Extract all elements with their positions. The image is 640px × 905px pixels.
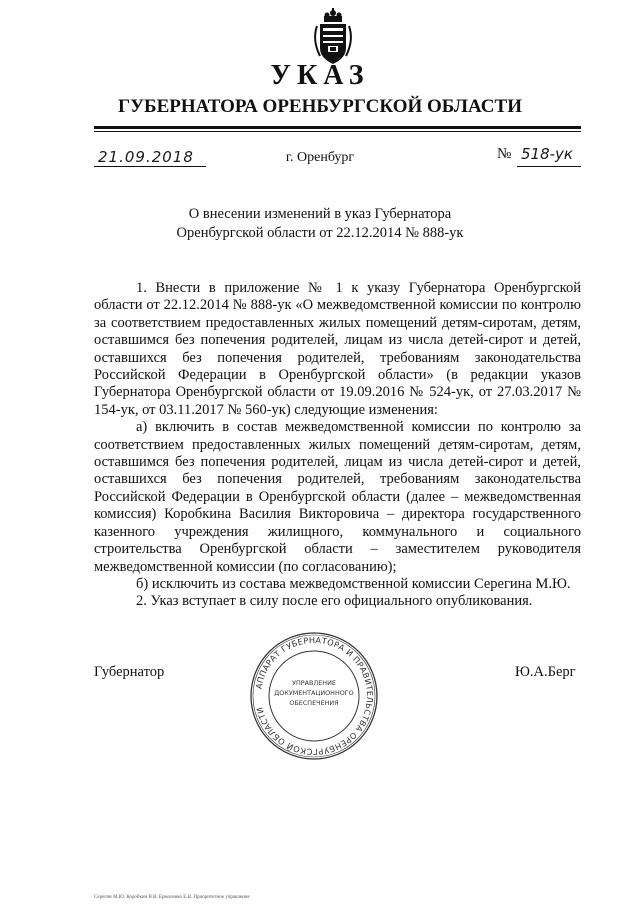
subject-line-2: Оренбургской области от 22.12.2014 № 888-ук <box>176 225 464 241</box>
paragraph-1: 1. Внести в приложение № 1 к указу Губернатора Оренбургской области от 22.12.2014 № 888-ук «О межведомственной комиссии по контролю за соответствием предоставленных жилых помещений детям-сиротам, детям, оставшимся без попечения родителей, лицам из числа детей-сирот и детей, оставшихся без попечения родителей, требованиям законодательства Российской Федерации в Оренбургской области» (в редакции указов Губернатора Оренбургской области от 19.09.2016 № 524-ук, от 27.03.2017 № 154-ук, от 03.11.2017 № 560-ук) следующие изменения: <box>94 280 581 418</box>
date-underline <box>94 166 206 167</box>
stamp-ring-text: АППАРАТ ГУБЕРНАТОРА И ПРАВИТЕЛЬСТВА ОРЕНБУРГСКОЙ ОБЛАСТИ <box>253 634 376 758</box>
footer-distribution: Серегин М.Ю. Коробкин В.В. Ермоленко Е.В. Приоритетное управление <box>94 895 250 900</box>
signer-name: Ю.А.Берг <box>515 664 576 680</box>
signer-title: Губернатор <box>94 664 165 680</box>
paragraph-1b: б) исключить из состава межведомственной комиссии Серегина М.Ю. <box>136 575 571 592</box>
document-type-title: УКАЗ <box>270 60 370 91</box>
document-date: 21.09.2018 <box>98 148 194 166</box>
header-rule-thin <box>94 131 581 132</box>
header-rule-thick <box>94 126 581 129</box>
number-underline <box>517 166 581 167</box>
document-body <box>94 280 581 611</box>
paragraph-1a: а) включить в состав межведомственной комиссии по контролю за соответствием предоставленных жилых помещений детям-сиротам, детям, оставшимся без попечения родителей, лицам из числа детей-сирот и детей, оставшихся без попечения родителей, требованиям законодательства Российской Федерации в Оренбургской области (далее – межведомственная комиссия) Коробкина Василия Викторовича – директора государственного казенного учреждения жилищного, коммунального и социального строительства Оренбургской области – заместителем руководителя межведомственной комиссии (по согласованию); <box>94 419 581 575</box>
round-stamp-icon <box>248 630 380 762</box>
document-number-label: № <box>497 146 512 162</box>
stamp-center-line-2: ДОКУМЕНТАЦИОННОГО <box>274 689 354 697</box>
document-city: г. Оренбург <box>285 150 355 165</box>
stamp-center-line-3: ОБЕСПЕЧЕНИЯ <box>289 699 339 707</box>
document-subject <box>0 205 640 243</box>
coat-of-arms-icon <box>308 8 358 66</box>
document-number: 518-ук <box>521 145 573 163</box>
stamp-center-line-1: УПРАВЛЕНИЕ <box>292 679 336 687</box>
subject-line-1: О внесении изменений в указ Губернатора <box>188 206 452 222</box>
paragraph-2: 2. Указ вступает в силу после его официального опубликования. <box>136 593 533 610</box>
issuer-title: ГУБЕРНАТОРА ОРЕНБУРГСКОЙ ОБЛАСТИ <box>118 96 522 117</box>
